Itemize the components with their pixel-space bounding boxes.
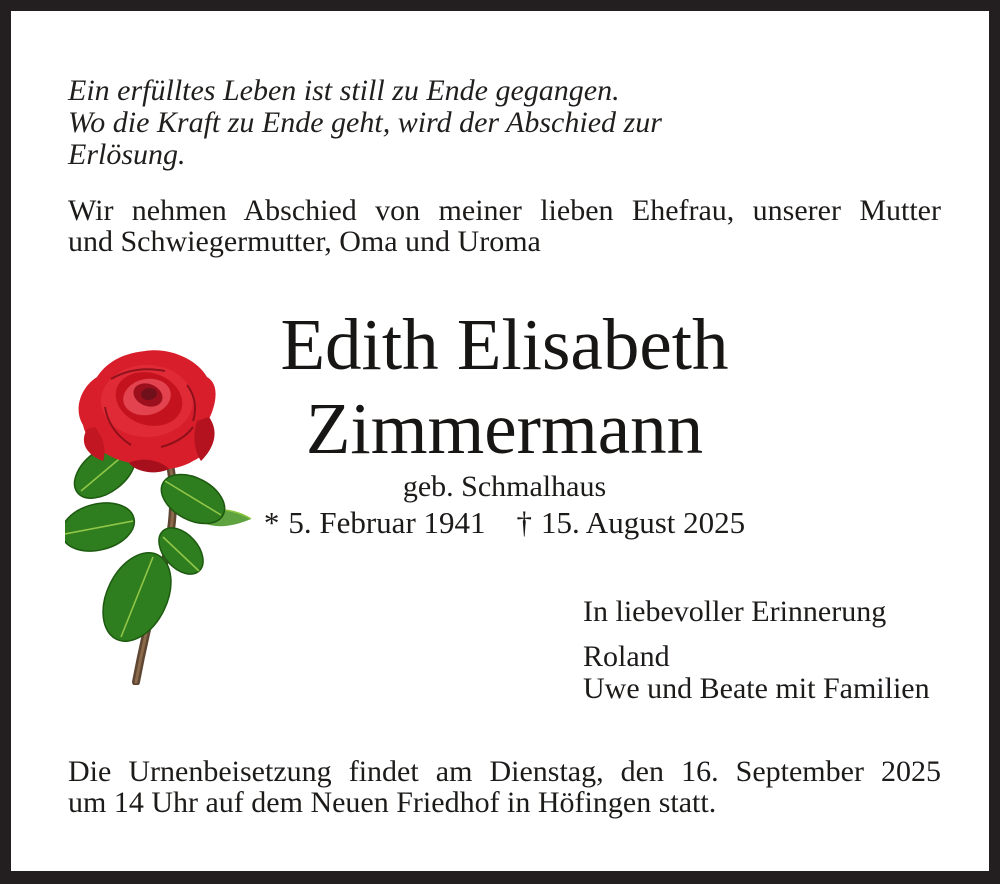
deceased-last-name: Zimmermann	[305, 388, 704, 469]
funeral-line-1: Die Urnenbeisetzung findet am Dienstag, den 16. September 2025	[68, 755, 941, 788]
birth-date: * 5. Februar 1941	[263, 505, 486, 540]
death-date: † 15. August 2025	[516, 505, 746, 540]
intro-paragraph	[68, 195, 941, 257]
remembrance-block	[583, 596, 963, 705]
death-symbol: †	[516, 505, 533, 540]
mourners-list	[583, 641, 963, 705]
mourner: Uwe und Beate mit Familien	[583, 672, 930, 705]
mourner: Roland	[583, 640, 670, 673]
life-dates	[68, 507, 941, 539]
epigraph-line-1: Ein erfülltes Leben ist still zu Ende gegangen.	[68, 74, 620, 107]
birth-symbol: *	[263, 505, 280, 540]
maiden-name: geb. Schmalhaus	[402, 470, 607, 503]
deceased-name	[68, 303, 941, 471]
epigraph	[68, 75, 768, 171]
funeral-line-2: um 14 Uhr auf dem Neuen Friedhof in Höfingen statt.	[68, 786, 717, 819]
remembrance-heading: In liebevoller Erinnerung	[583, 595, 887, 628]
epigraph-line-2: Wo die Kraft zu Ende geht, wird der Abschied zur Erlösung.	[68, 106, 662, 171]
deceased-first-names: Edith Elisabeth	[280, 304, 729, 385]
intro-line-1: Wir nehmen Abschied von meiner lieben Ehefrau, unserer Mutter	[68, 194, 941, 227]
funeral-info	[68, 756, 941, 818]
intro-line-2: und Schwiegermutter, Oma und Uroma	[68, 225, 541, 258]
